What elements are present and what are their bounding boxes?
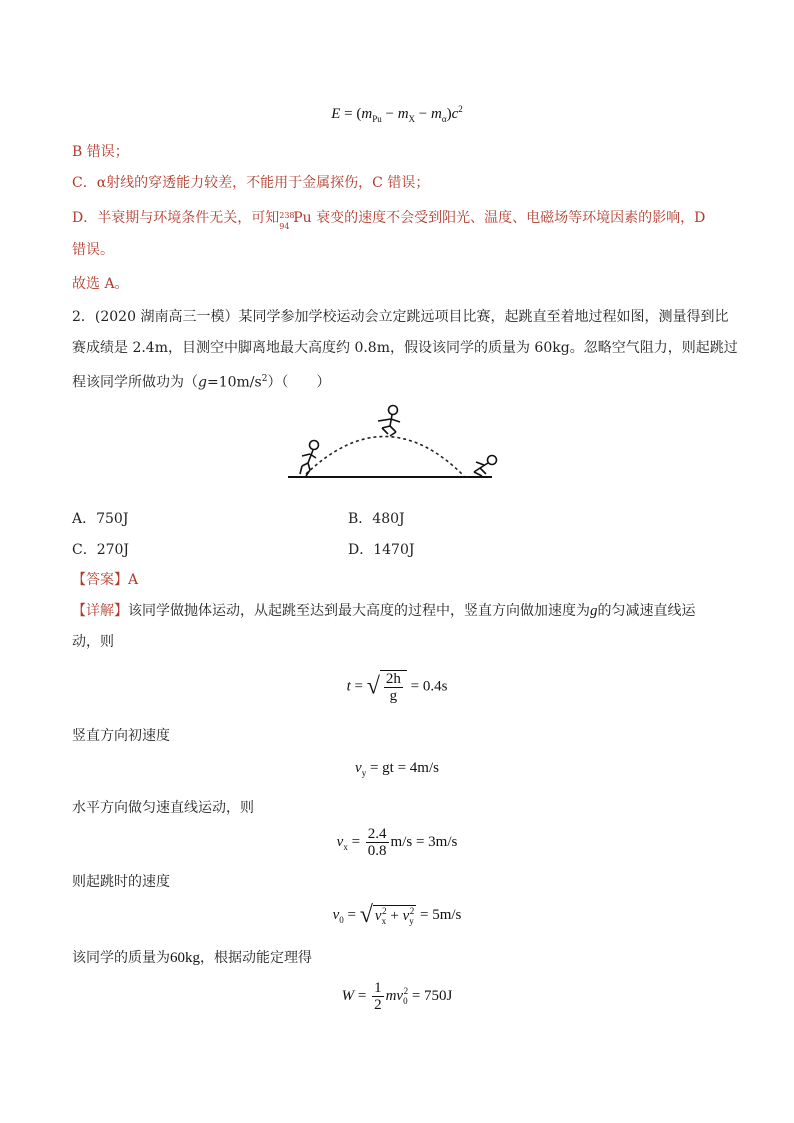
formula-symbol: c [451, 106, 459, 122]
question-line-1: 2．(2020 湖南高三一模）某同学参加学校运动会立定跳远项目比赛，起跳直至着地过程如图，测量得到比 [72, 309, 729, 325]
formula-symbol: m [361, 106, 373, 122]
formula-result: = 750J [411, 987, 453, 1004]
question-text: ）（ ） [267, 374, 331, 391]
jumper-takeoff [300, 441, 319, 477]
w-label [72, 948, 312, 968]
formula-symbol: m [431, 106, 442, 122]
sqrt-expression: √ $v_x^2 + v_y^2$ [359, 902, 415, 928]
question-text: 程该同学所做功为（ [72, 374, 198, 391]
fraction-denominator: 2 [374, 997, 382, 1013]
formula-subscript: y [361, 768, 367, 778]
option-d[interactable]: D．1470J [348, 542, 415, 558]
energy-formula [0, 104, 794, 124]
formula-symbol: mv [385, 987, 404, 1004]
vx-label: 水平方向做匀速直线运动，则 [72, 800, 254, 816]
d-explanation-line [72, 208, 706, 231]
formula-result: = gt = 4m/s [369, 760, 439, 776]
long-jump-figure [286, 398, 506, 484]
choose-line: 故选 A。 [72, 276, 129, 292]
v0-formula: $v_0$ = √ $v_x^2 + v_y^2 = 5m/s$ [332, 902, 462, 928]
b-wrong-line: B 错误； [72, 144, 129, 160]
formula-symbol: v [332, 906, 340, 923]
formula-subscript: Pu [372, 114, 382, 124]
sqrt-expression: √ $\frac{2h}{g}$ [367, 670, 407, 704]
formula-result: = 0.4s [410, 678, 448, 695]
formula-operator: = [344, 106, 353, 122]
answer-tag: 【答案】 [72, 572, 128, 588]
formula-symbol: g [590, 603, 598, 619]
isotope-number: 94 [279, 222, 290, 231]
formula-symbol: E [331, 106, 341, 122]
formula-subscript: x [343, 841, 348, 852]
work-formula: W = $\frac{1}{2}$ $mv_0^2 = 750J$ [341, 980, 453, 1013]
formula-subscript: 0 [339, 914, 344, 925]
vy-formula [0, 760, 794, 778]
formula-operator: − [385, 106, 394, 122]
mass-value: 60kg [170, 950, 200, 966]
question-text: =10m/s [206, 374, 262, 391]
v0-label: 则起跳时的速度 [72, 874, 170, 890]
time-formula: t = √ $\frac{2h}{g}$ = 0.4s [346, 671, 448, 704]
fraction-numerator: 1 [374, 980, 382, 996]
formula-symbol: v [374, 908, 382, 924]
d-explanation-line-2: 错误。 [72, 242, 114, 258]
w-label-text: ，根据动能定理得 [200, 950, 312, 966]
formula-paren: ( [356, 106, 362, 122]
isotope-notation [279, 209, 295, 231]
formula-superscript: 2 [261, 374, 268, 384]
formula-symbol: t [346, 678, 351, 695]
formula-paren: ) [446, 106, 452, 122]
formula-superscript: 2 [458, 104, 463, 114]
answer-value: A [128, 572, 139, 588]
formula-result: = 5m/s [419, 906, 462, 923]
option-c[interactable]: C．270J [72, 542, 130, 558]
d-text: 衰变的速度不会受到阳光、温度、电磁场等环境因素的影响，D [311, 210, 706, 226]
formula-symbol: m [397, 106, 409, 122]
formula-symbol: v [402, 908, 410, 924]
detail-text: 该同学做抛体运动，从起跳至达到最大高度的过程中，竖直方向做加速度为 [128, 603, 590, 619]
fraction [372, 980, 384, 1013]
formula-operator: − [418, 106, 428, 122]
trajectory-arc [306, 436, 464, 476]
isotope-mass: 238 [279, 211, 295, 220]
jumper-apex [378, 406, 400, 437]
option-b[interactable]: B．480J [348, 511, 405, 527]
detail-tag: 【详解】 [72, 603, 128, 619]
d-text: D．半衰期与环境条件无关，可知 [72, 210, 280, 226]
formula-symbol: g [198, 374, 207, 391]
formula-result: m/s = 3m/s [390, 833, 458, 850]
option-a[interactable]: A．750J [72, 511, 129, 527]
formula-subscript: α [441, 114, 447, 124]
formula-subscript: X [408, 114, 416, 124]
vx-formula: $v_x$ = $\frac{2.4}{0.8}$ m/s = 3m/s [336, 826, 458, 859]
detail-text: 的匀减速直线运 [597, 603, 696, 619]
fraction [366, 826, 389, 859]
vy-label: 竖直方向初速度 [72, 728, 170, 744]
c-explanation-line: C．α射线的穿透能力较差，不能用于金属探伤，C 错误； [72, 175, 430, 191]
fraction-numerator: 2h [385, 671, 401, 687]
fraction-denominator: 0.8 [367, 843, 387, 859]
question-line-3 [72, 369, 330, 393]
fraction [384, 671, 403, 704]
formula-symbol: v [336, 833, 344, 850]
fraction-numerator: 2.4 [367, 826, 387, 842]
answer-line [72, 570, 138, 590]
detail-line-2: 动，则 [72, 634, 114, 650]
formula-symbol: W [341, 987, 355, 1004]
formula-symbol: v [355, 760, 362, 776]
isotope-element: Pu [293, 210, 312, 226]
w-label-text: 该同学的质量为 [72, 950, 170, 966]
jumper-landing [474, 456, 497, 477]
question-line-2: 赛成绩是 2.4m，目测空中脚离地最大高度约 0.8m，假设该同学的质量为 60kg。忽略空气阻力，则起跳过 [72, 340, 738, 356]
detail-line-1 [72, 601, 696, 621]
fraction-denominator: g [389, 688, 398, 704]
